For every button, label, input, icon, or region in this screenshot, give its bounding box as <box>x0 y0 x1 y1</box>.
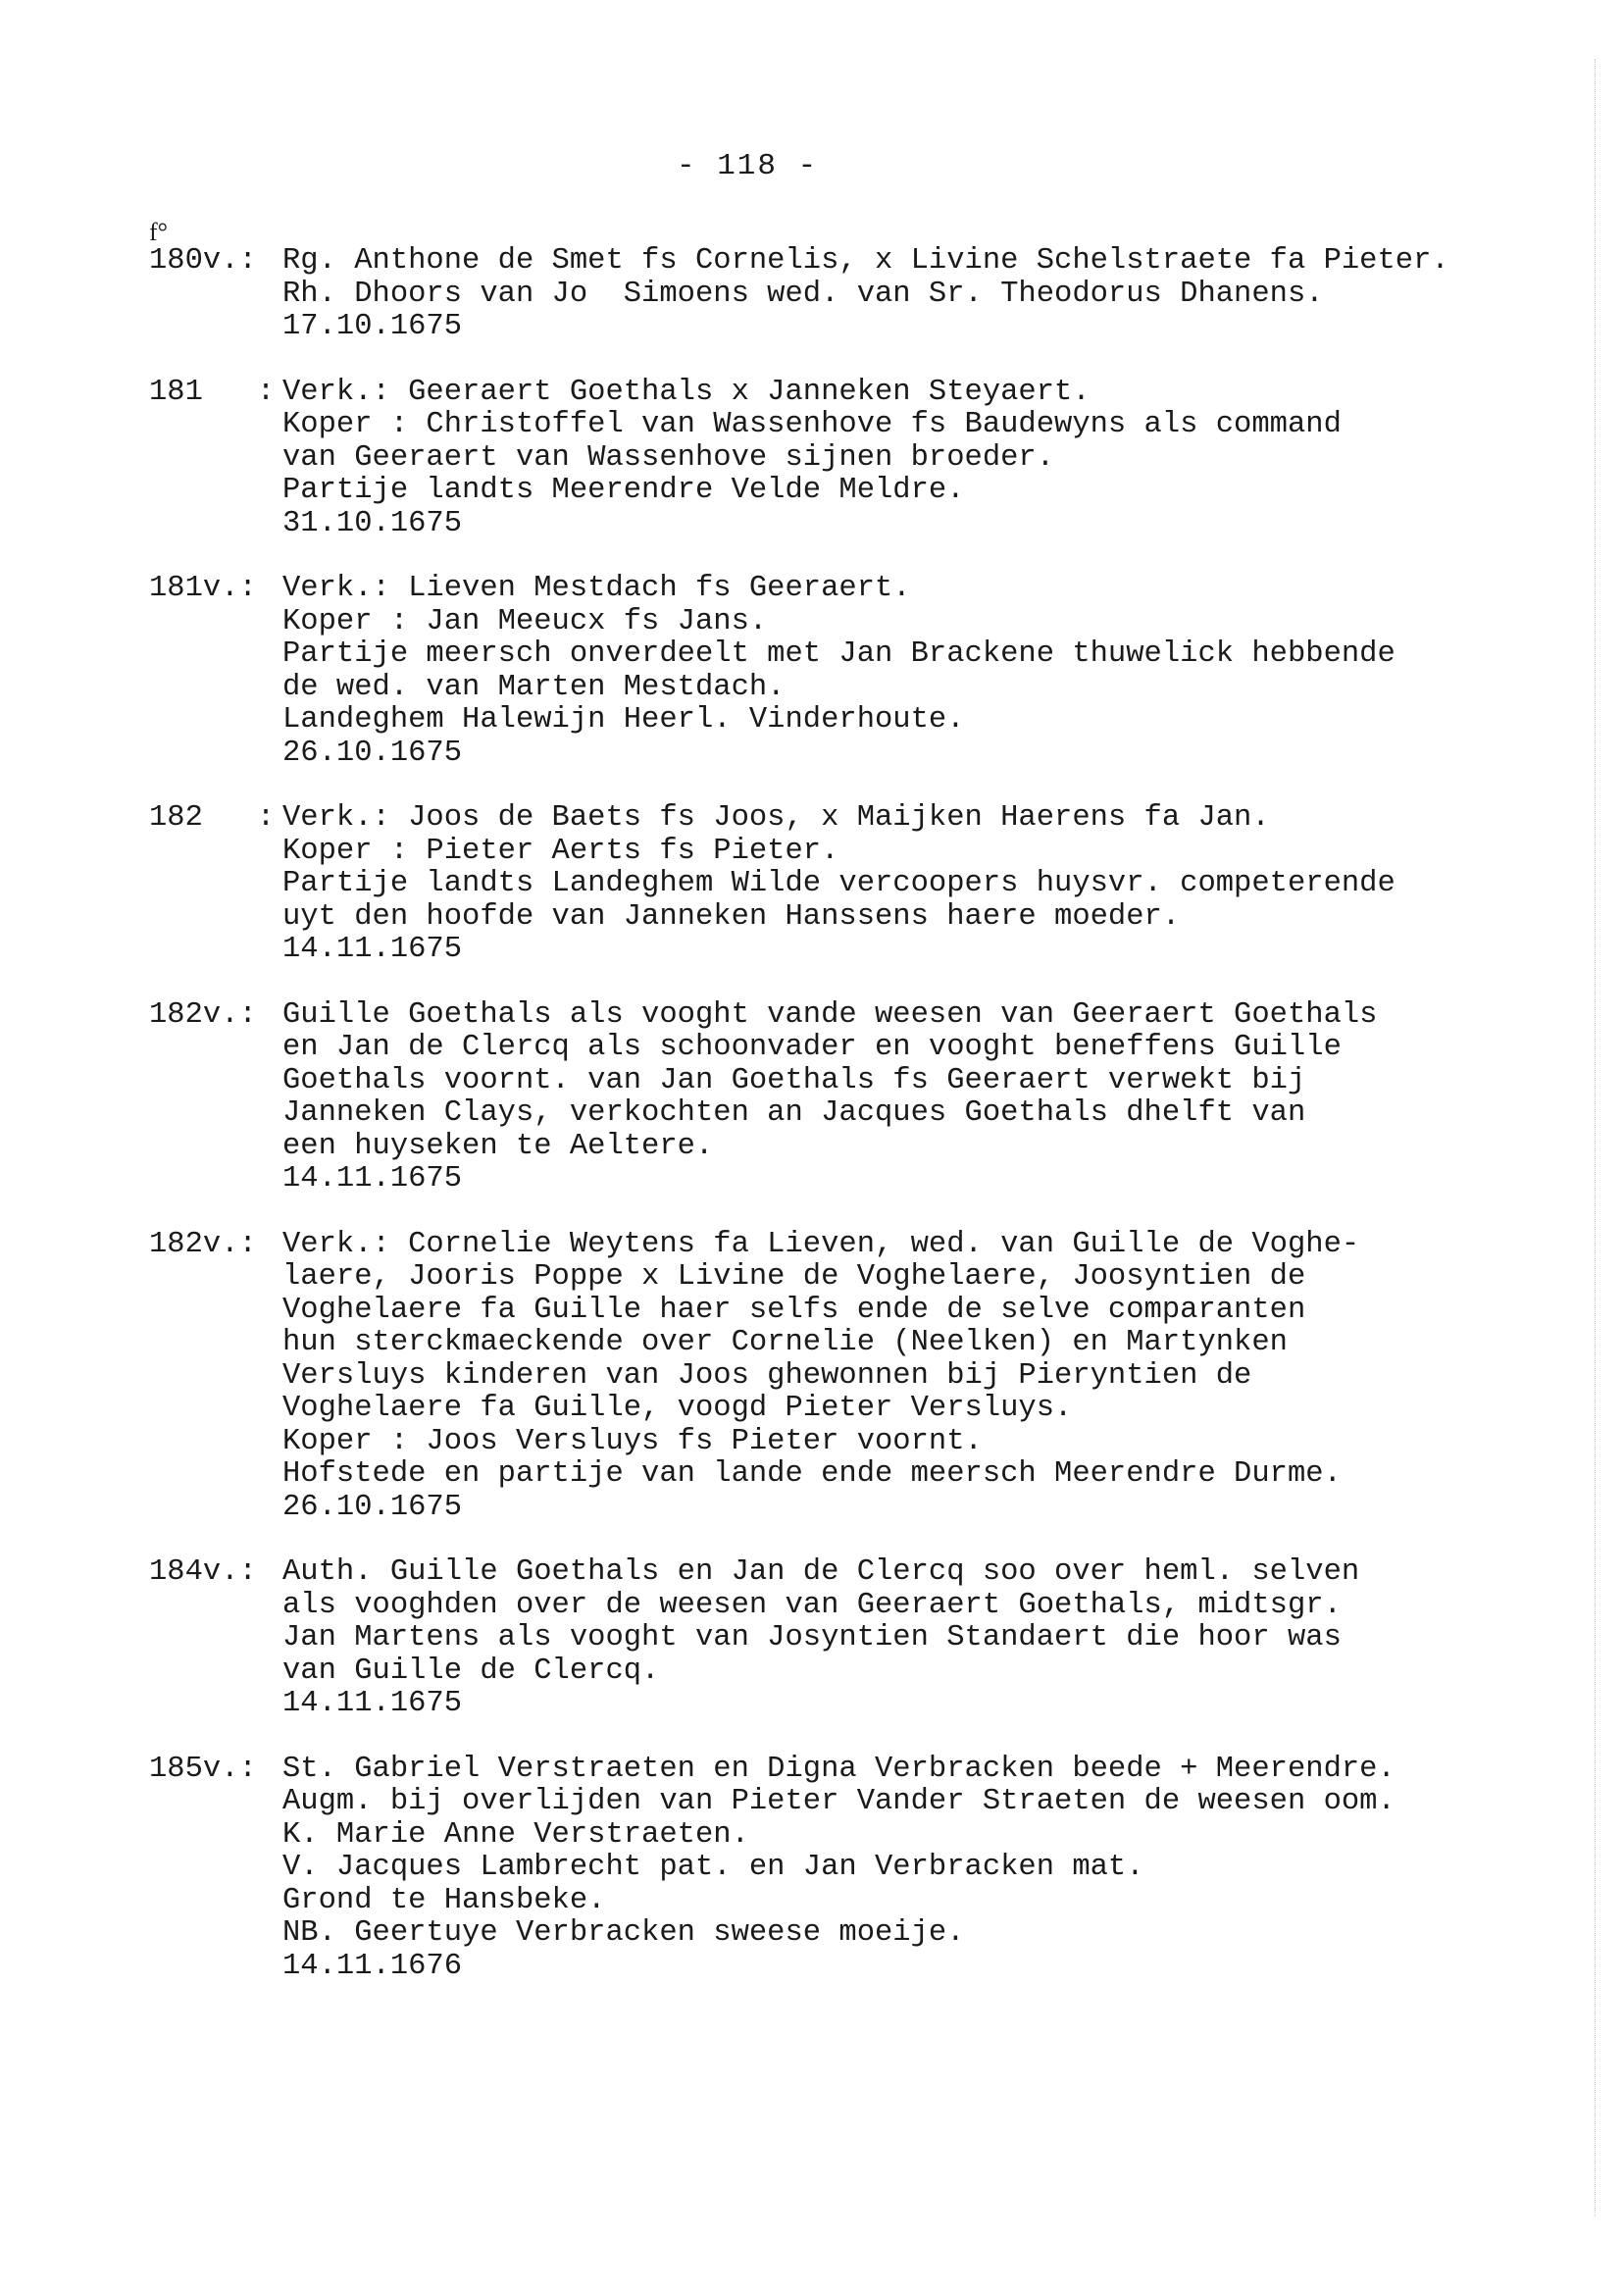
entry-line: Guille Goethals als vooght vande weesen van Geeraert Goethals <box>282 997 1378 1032</box>
register-entry <box>149 1556 1561 1721</box>
entry-line: Jan Martens als vooght van Josyntien Standaert die hoor was <box>282 1621 1342 1655</box>
entry-line: Koper : Pieter Aerts fs Pieter. <box>282 834 839 868</box>
register-entry <box>149 999 1561 1196</box>
entry-line: Verk.: Geeraert Goethals x Janneken Steyaert. <box>282 375 1091 409</box>
register-entry <box>149 573 1561 770</box>
entry-folio-label: 181v.: <box>149 572 257 605</box>
entry-line: Partije meersch onverdeelt met Jan Brackene thuwelick hebbende <box>282 637 1396 671</box>
entry-line: 14.11.1676 <box>282 1949 463 1983</box>
entry-line: Voghelaere fa Guille haer selfs ende de selve comparanten <box>282 1293 1306 1327</box>
entry-body <box>282 573 1561 770</box>
entry-line: de wed. van Marten Mestdach. <box>282 670 786 704</box>
entry-line: Verk.: Lieven Mestdach fs Geeraert. <box>282 572 911 605</box>
entry-line: en Jan de Clercq als schoonvader en vooght beneffens Guille <box>282 1031 1342 1064</box>
entry-body <box>282 802 1561 967</box>
entry-line: Hofstede en partije van lande ende meersch Meerendre Durme. <box>282 1457 1342 1491</box>
entry-folio-label: 180v.: <box>149 244 257 278</box>
entry-line: Auth. Guille Goethals en Jan de Clercq soo over heml. selven <box>282 1555 1360 1589</box>
entry-line: Augm. bij overlijden van Pieter Vander Straeten de weesen oom. <box>282 1785 1396 1818</box>
entry-line: Janneken Clays, verkochten an Jacques Goethals dhelft van <box>282 1096 1306 1130</box>
entry-body <box>282 1556 1561 1721</box>
entry-line: St. Gabriel Verstraeten en Digna Verbracken beede + Meerendre. <box>282 1752 1396 1786</box>
register-entry <box>149 1754 1561 1984</box>
entry-line: V. Jacques Lambrecht pat. en Jan Verbracken mat. <box>282 1851 1144 1884</box>
entry-line: 17.10.1675 <box>282 310 463 343</box>
entry-line: Landeghem Halewijn Heerl. Vinderhoute. <box>282 703 965 737</box>
entry-body <box>282 1229 1561 1525</box>
entry-line: 14.11.1675 <box>282 1687 463 1720</box>
entry-line: Grond te Hansbeke. <box>282 1883 606 1917</box>
register-entry <box>149 802 1561 967</box>
entry-line: van Geeraert van Wassenhove sijnen broeder. <box>282 440 1055 475</box>
entry-line: Verk.: Cornelie Weytens fa Lieven, wed. van Guille de Voghe- <box>282 1227 1360 1261</box>
entry-line: K. Marie Anne Verstraeten. <box>282 1817 749 1852</box>
entry-line: NB. Geertuye Verbracken sweese moeije. <box>282 1916 965 1950</box>
register-entry <box>149 1229 1561 1525</box>
entry-line: als vooghden over de weesen van Geeraert Goethals, midtsgr. <box>282 1588 1342 1622</box>
entry-folio-label: 181 : <box>149 375 276 409</box>
entry-body <box>282 999 1561 1196</box>
entry-line: hun sterckmaeckende over Cornelie (Neelken) en Martynken <box>282 1326 1288 1359</box>
entry-line: Koper : Joos Versluys fs Pieter voornt. <box>282 1424 983 1458</box>
entry-line: Koper : Christoffel van Wassenhove fs Baudewyns als command <box>282 408 1342 441</box>
entry-body <box>282 1754 1561 1984</box>
entry-line: van Guille de Clercq. <box>282 1654 660 1688</box>
entry-line: Partije landts Meerendre Velde Meldre. <box>282 474 965 507</box>
entry-line: Goethals voornt. van Jan Goethals fs Geeraert verwekt bij <box>282 1063 1306 1097</box>
entry-line: 14.11.1675 <box>282 933 463 966</box>
entry-line: Koper : Jan Meeucx fs Jans. <box>282 604 768 638</box>
entry-line: laere, Jooris Poppe x Livine de Voghelaere, Joosyntien de <box>282 1260 1306 1294</box>
entry-line: Voghelaere fa Guille, voogd Pieter Versluys. <box>282 1392 1073 1425</box>
entry-line: Partije landts Landeghem Wilde vercoopers huysvr. competerende <box>282 867 1396 900</box>
page-number: - 118 - <box>677 149 819 183</box>
entry-line: 26.10.1675 <box>282 1490 463 1524</box>
entry-body <box>282 245 1561 344</box>
entry-line: 14.11.1675 <box>282 1162 463 1196</box>
entry-line: 26.10.1675 <box>282 736 463 770</box>
entry-list <box>149 245 1561 2015</box>
folio-mark: f° <box>149 218 169 246</box>
entry-line: Versluys kinderen van Joos ghewonnen bij Pieryntien de <box>282 1358 1252 1393</box>
entry-folio-label: 184v.: <box>149 1555 257 1589</box>
register-entry <box>149 245 1561 344</box>
entry-line: 31.10.1675 <box>282 506 463 540</box>
entry-line: een huyseken te Aeltere. <box>282 1129 714 1163</box>
entry-line: Rh. Dhoors van Jo Simoens wed. van Sr. Theodorus Dhanens. <box>282 277 1324 311</box>
entry-line: Rg. Anthone de Smet fs Cornelis, x Livine Schelstraete fa Pieter. <box>282 244 1449 278</box>
entry-line: Verk.: Joos de Baets fs Joos, x Maijken Haerens fa Jan. <box>282 801 1270 835</box>
entry-folio-label: 182v.: <box>149 1227 257 1261</box>
entry-folio-label: 185v.: <box>149 1752 257 1786</box>
margin-rule <box>1595 59 1597 2216</box>
entry-folio-label: 182v.: <box>149 997 257 1032</box>
entry-line: uyt den hoofde van Janneken Hanssens haere moeder. <box>282 899 1181 934</box>
register-entry <box>149 377 1561 541</box>
entry-folio-label: 182 : <box>149 801 276 835</box>
entry-body <box>282 377 1561 541</box>
